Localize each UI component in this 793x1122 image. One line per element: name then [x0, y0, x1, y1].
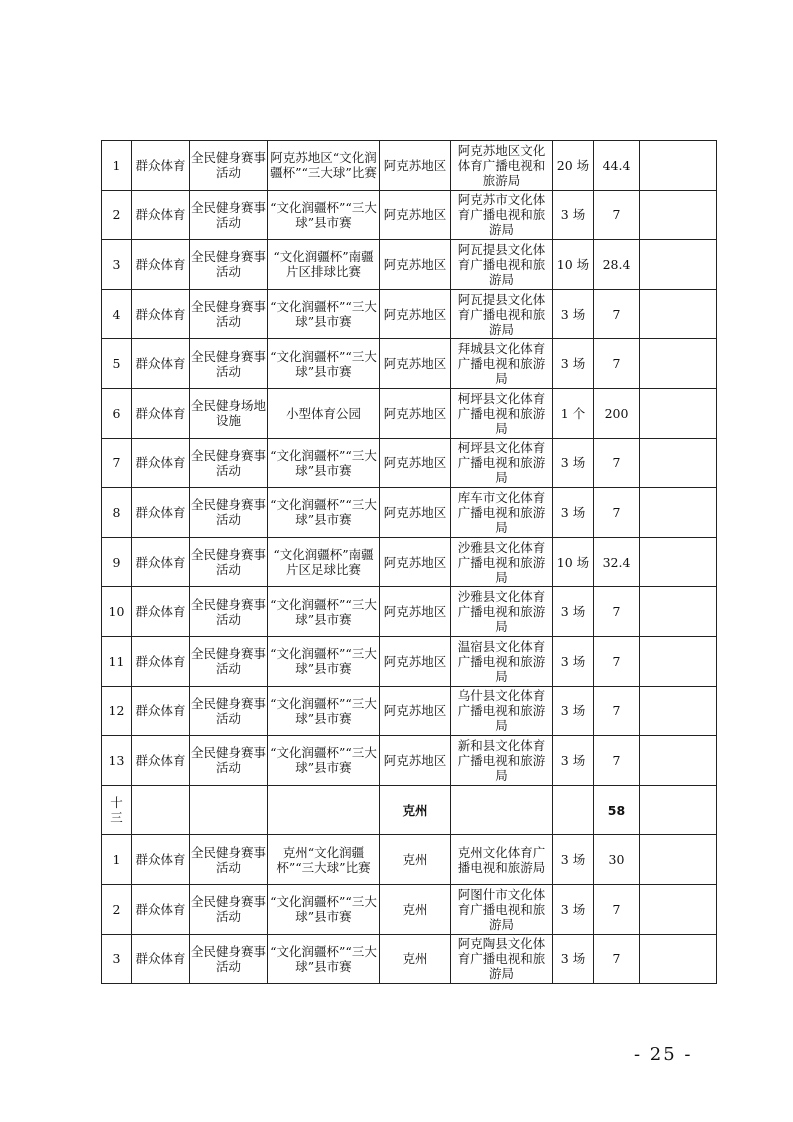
- project-cell: “文化润疆杯”“三大球”县市赛: [268, 636, 380, 686]
- type-cell: 全民健身赛事活动: [190, 438, 268, 488]
- amount-cell: 7: [594, 686, 640, 736]
- project-cell: “文化润疆杯”“三大球”县市赛: [268, 339, 380, 389]
- category-cell: 群众体育: [132, 636, 190, 686]
- note-cell: [640, 190, 717, 240]
- row-number: 2: [102, 884, 132, 934]
- quantity-cell: 3 场: [553, 289, 594, 339]
- unit-cell: 拜城县文化体育广播电视和旅游局: [451, 339, 553, 389]
- project-cell: 克州“文化润疆杯”“三大球”比赛: [268, 835, 380, 885]
- type-cell: 全民健身赛事活动: [190, 636, 268, 686]
- region-cell: 阿克苏地区: [380, 438, 451, 488]
- project-cell: “文化润疆杯”“三大球”县市赛: [268, 686, 380, 736]
- table-row: [102, 736, 717, 786]
- region-cell: 阿克苏地区: [380, 686, 451, 736]
- table-row: [102, 537, 717, 587]
- region-cell: 阿克苏地区: [380, 289, 451, 339]
- note-cell: [640, 438, 717, 488]
- quantity-cell: 3 场: [553, 190, 594, 240]
- table-row: [102, 438, 717, 488]
- project-cell: “文化润疆杯”“三大球”县市赛: [268, 488, 380, 538]
- note-cell: [640, 686, 717, 736]
- amount-cell: 30: [594, 835, 640, 885]
- project-cell: 小型体育公园: [268, 388, 380, 438]
- type-cell: 全民健身赛事活动: [190, 884, 268, 934]
- category-cell: 群众体育: [132, 388, 190, 438]
- unit-cell: 温宿县文化体育广播电视和旅游局: [451, 636, 553, 686]
- project-cell: “文化润疆杯”“三大球”县市赛: [268, 736, 380, 786]
- project-cell: “文化润疆杯”南疆片区足球比赛: [268, 537, 380, 587]
- category-cell: 群众体育: [132, 339, 190, 389]
- type-cell: 全民健身赛事活动: [190, 289, 268, 339]
- type-cell: 全民健身赛事活动: [190, 736, 268, 786]
- region-cell: 阿克苏地区: [380, 388, 451, 438]
- table-body-kizilsu: [102, 835, 717, 984]
- row-number: 7: [102, 438, 132, 488]
- table-row: [102, 636, 717, 686]
- amount-cell: 7: [594, 488, 640, 538]
- row-number: 11: [102, 636, 132, 686]
- quantity-cell: 3 场: [553, 884, 594, 934]
- type-cell: 全民健身赛事活动: [190, 240, 268, 290]
- amount-cell: 7: [594, 636, 640, 686]
- amount-cell: 7: [594, 587, 640, 637]
- table-row: [102, 388, 717, 438]
- table-cell: [268, 785, 380, 835]
- note-cell: [640, 934, 717, 984]
- quantity-cell: 3 场: [553, 438, 594, 488]
- amount-cell: 7: [594, 438, 640, 488]
- unit-cell: 阿克苏市文化体育广播电视和旅游局: [451, 190, 553, 240]
- unit-cell: 阿克苏地区文化体育广播电视和旅游局: [451, 141, 553, 191]
- quantity-cell: 10 场: [553, 240, 594, 290]
- row-number: 3: [102, 240, 132, 290]
- table-row: [102, 934, 717, 984]
- table-row: [102, 686, 717, 736]
- region-cell: 阿克苏地区: [380, 587, 451, 637]
- category-cell: 群众体育: [132, 141, 190, 191]
- table-row: [102, 835, 717, 885]
- row-number: 3: [102, 934, 132, 984]
- type-cell: 全民健身赛事活动: [190, 587, 268, 637]
- table-cell: [553, 785, 594, 835]
- region-cell: 克州: [380, 835, 451, 885]
- region-cell: 克州: [380, 884, 451, 934]
- table-row: [102, 289, 717, 339]
- project-cell: 阿克苏地区“文化润疆杯”“三大球”比赛: [268, 141, 380, 191]
- funding-table: [101, 140, 717, 984]
- unit-cell: 沙雅县文化体育广播电视和旅游局: [451, 537, 553, 587]
- note-cell: [640, 736, 717, 786]
- region-cell: 阿克苏地区: [380, 636, 451, 686]
- region-cell: 阿克苏地区: [380, 190, 451, 240]
- table-row: [102, 884, 717, 934]
- unit-cell: 乌什县文化体育广播电视和旅游局: [451, 686, 553, 736]
- unit-cell: 阿克陶县文化体育广播电视和旅游局: [451, 934, 553, 984]
- note-cell: [640, 289, 717, 339]
- project-cell: “文化润疆杯”“三大球”县市赛: [268, 438, 380, 488]
- quantity-cell: 3 场: [553, 488, 594, 538]
- table-row: [102, 240, 717, 290]
- project-cell: “文化润疆杯”“三大球”县市赛: [268, 587, 380, 637]
- section-region: 克州: [380, 785, 451, 835]
- note-cell: [640, 537, 717, 587]
- amount-cell: 32.4: [594, 537, 640, 587]
- category-cell: 群众体育: [132, 934, 190, 984]
- table-row: [102, 587, 717, 637]
- unit-cell: 阿瓦提县文化体育广播电视和旅游局: [451, 240, 553, 290]
- note-cell: [640, 884, 717, 934]
- category-cell: 群众体育: [132, 736, 190, 786]
- quantity-cell: 3 场: [553, 587, 594, 637]
- amount-cell: 7: [594, 884, 640, 934]
- amount-cell: 44.4: [594, 141, 640, 191]
- row-number: 10: [102, 587, 132, 637]
- type-cell: 全民健身赛事活动: [190, 934, 268, 984]
- project-cell: “文化润疆杯”南疆片区排球比赛: [268, 240, 380, 290]
- amount-cell: 7: [594, 339, 640, 389]
- unit-cell: 阿图什市文化体育广播电视和旅游局: [451, 884, 553, 934]
- category-cell: 群众体育: [132, 537, 190, 587]
- row-number: 2: [102, 190, 132, 240]
- category-cell: 群众体育: [132, 884, 190, 934]
- project-cell: “文化润疆杯”“三大球”县市赛: [268, 190, 380, 240]
- row-number: 6: [102, 388, 132, 438]
- row-number: 5: [102, 339, 132, 389]
- note-cell: [640, 488, 717, 538]
- type-cell: 全民健身赛事活动: [190, 686, 268, 736]
- table-cell: [640, 785, 717, 835]
- unit-cell: 阿瓦提县文化体育广播电视和旅游局: [451, 289, 553, 339]
- table-cell: [190, 785, 268, 835]
- type-cell: 全民健身赛事活动: [190, 141, 268, 191]
- quantity-cell: 3 场: [553, 934, 594, 984]
- amount-cell: 28.4: [594, 240, 640, 290]
- type-cell: 全民健身赛事活动: [190, 190, 268, 240]
- category-cell: 群众体育: [132, 488, 190, 538]
- project-cell: “文化润疆杯”“三大球”县市赛: [268, 934, 380, 984]
- quantity-cell: 1 个: [553, 388, 594, 438]
- table-cell: [451, 785, 553, 835]
- category-cell: 群众体育: [132, 289, 190, 339]
- row-number: 1: [102, 141, 132, 191]
- region-cell: 阿克苏地区: [380, 240, 451, 290]
- row-number: 9: [102, 537, 132, 587]
- region-cell: 阿克苏地区: [380, 141, 451, 191]
- note-cell: [640, 388, 717, 438]
- section-number: 十 三: [102, 785, 132, 835]
- note-cell: [640, 835, 717, 885]
- section-header-row: [102, 785, 717, 835]
- amount-cell: 7: [594, 289, 640, 339]
- note-cell: [640, 339, 717, 389]
- type-cell: 全民健身赛事活动: [190, 488, 268, 538]
- row-number: 4: [102, 289, 132, 339]
- table-row: [102, 339, 717, 389]
- type-cell: 全民健身赛事活动: [190, 339, 268, 389]
- quantity-cell: 3 场: [553, 339, 594, 389]
- project-cell: “文化润疆杯”“三大球”县市赛: [268, 884, 380, 934]
- table-row: [102, 141, 717, 191]
- unit-cell: 柯坪县文化体育广播电视和旅游局: [451, 388, 553, 438]
- row-number: 13: [102, 736, 132, 786]
- section-amount: 58: [594, 785, 640, 835]
- category-cell: 群众体育: [132, 240, 190, 290]
- table-row: [102, 190, 717, 240]
- quantity-cell: 10 场: [553, 537, 594, 587]
- amount-cell: 7: [594, 736, 640, 786]
- type-cell: 全民健身赛事活动: [190, 835, 268, 885]
- quantity-cell: 20 场: [553, 141, 594, 191]
- page-number: - 25 -: [634, 1044, 693, 1065]
- row-number: 12: [102, 686, 132, 736]
- category-cell: 群众体育: [132, 835, 190, 885]
- note-cell: [640, 587, 717, 637]
- amount-cell: 7: [594, 934, 640, 984]
- unit-cell: 新和县文化体育广播电视和旅游局: [451, 736, 553, 786]
- amount-cell: 200: [594, 388, 640, 438]
- type-cell: 全民健身场地设施: [190, 388, 268, 438]
- category-cell: 群众体育: [132, 438, 190, 488]
- amount-cell: 7: [594, 190, 640, 240]
- region-cell: 阿克苏地区: [380, 537, 451, 587]
- note-cell: [640, 240, 717, 290]
- table-cell: [132, 785, 190, 835]
- unit-cell: 克州文化体育广播电视和旅游局: [451, 835, 553, 885]
- quantity-cell: 3 场: [553, 835, 594, 885]
- table-row: [102, 488, 717, 538]
- quantity-cell: 3 场: [553, 686, 594, 736]
- table-section-kizilsu: [102, 785, 717, 835]
- unit-cell: 沙雅县文化体育广播电视和旅游局: [451, 587, 553, 637]
- row-number: 8: [102, 488, 132, 538]
- category-cell: 群众体育: [132, 686, 190, 736]
- category-cell: 群众体育: [132, 587, 190, 637]
- category-cell: 群众体育: [132, 190, 190, 240]
- row-number: 1: [102, 835, 132, 885]
- quantity-cell: 3 场: [553, 636, 594, 686]
- region-cell: 阿克苏地区: [380, 736, 451, 786]
- quantity-cell: 3 场: [553, 736, 594, 786]
- project-cell: “文化润疆杯”“三大球”县市赛: [268, 289, 380, 339]
- unit-cell: 库车市文化体育广播电视和旅游局: [451, 488, 553, 538]
- note-cell: [640, 141, 717, 191]
- type-cell: 全民健身赛事活动: [190, 537, 268, 587]
- table-body-aksu: [102, 141, 717, 786]
- note-cell: [640, 636, 717, 686]
- unit-cell: 柯坪县文化体育广播电视和旅游局: [451, 438, 553, 488]
- region-cell: 阿克苏地区: [380, 488, 451, 538]
- region-cell: 阿克苏地区: [380, 339, 451, 389]
- region-cell: 克州: [380, 934, 451, 984]
